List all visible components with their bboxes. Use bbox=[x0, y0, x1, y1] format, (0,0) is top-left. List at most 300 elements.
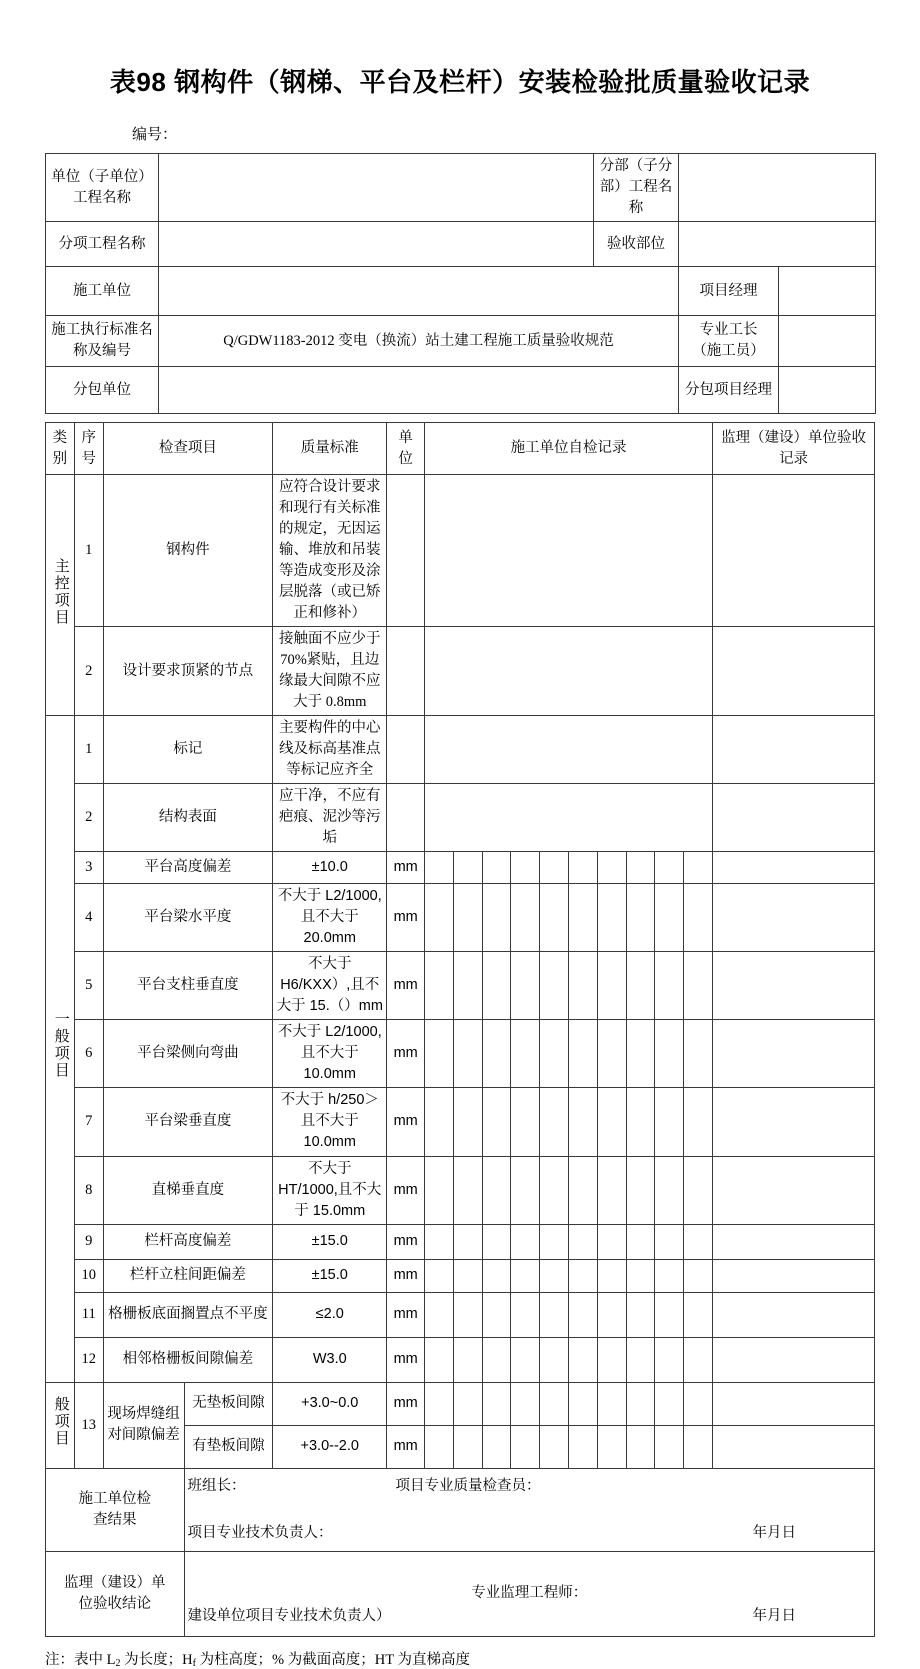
row-supervisor-check-value[interactable] bbox=[713, 1020, 875, 1088]
subcontract-manager-value[interactable] bbox=[779, 367, 876, 414]
row-inspect-item: 平台高度偏差 bbox=[103, 852, 273, 884]
self-check-cell[interactable] bbox=[684, 884, 713, 952]
self-check-cell[interactable] bbox=[655, 884, 684, 952]
self-check-cell[interactable] bbox=[684, 1382, 713, 1425]
self-check-cell[interactable] bbox=[597, 1156, 626, 1224]
row-quality-standard: 应干净，不应有疤痕、泥沙等污垢 bbox=[273, 784, 387, 852]
self-check-cell[interactable] bbox=[540, 1382, 569, 1425]
self-check-cell[interactable] bbox=[424, 1224, 453, 1259]
self-check-cell[interactable] bbox=[482, 1259, 511, 1292]
row-supervisor-check-value[interactable] bbox=[713, 1088, 875, 1156]
col-header-seq-l2: 号 bbox=[81, 450, 96, 467]
row-quality-standard: 不大于 HT/1000,且不大于 15.0mm bbox=[273, 1156, 387, 1224]
row-unit: mm bbox=[387, 1156, 425, 1224]
row-seq: 4 bbox=[74, 884, 103, 952]
construction-conclusion-row bbox=[46, 1468, 875, 1551]
table-row bbox=[46, 716, 875, 784]
row-quality-standard: ±15.0 bbox=[273, 1259, 387, 1292]
self-check-cell[interactable] bbox=[540, 1156, 569, 1224]
row-quality-standard: +3.0~0.0 bbox=[273, 1382, 387, 1425]
self-check-cell[interactable] bbox=[453, 1088, 482, 1156]
self-check-cell[interactable] bbox=[655, 1020, 684, 1088]
self-check-cell[interactable] bbox=[626, 1224, 655, 1259]
row-quality-standard: 不大于 L2/1000,且不大于 10.0mm bbox=[273, 1020, 387, 1088]
self-check-cell[interactable] bbox=[597, 1292, 626, 1337]
division-project-label bbox=[594, 154, 679, 222]
row-inspect-item: 平台梁水平度 bbox=[103, 884, 273, 952]
self-check-cell[interactable] bbox=[511, 952, 540, 1020]
division-project-label-line2: 部）工程名称 bbox=[599, 179, 673, 217]
table-row bbox=[46, 267, 876, 316]
self-check-cell[interactable] bbox=[424, 852, 453, 884]
self-check-cell[interactable] bbox=[482, 884, 511, 952]
row-unit: mm bbox=[387, 884, 425, 952]
row-inspect-item: 平台梁侧向弯曲 bbox=[103, 1020, 273, 1088]
self-check-cell[interactable] bbox=[626, 852, 655, 884]
col-header-unit-l2: 位 bbox=[398, 450, 413, 467]
self-check-cell[interactable] bbox=[569, 952, 598, 1020]
self-check-cell[interactable] bbox=[511, 1259, 540, 1292]
self-check-cell[interactable] bbox=[511, 1020, 540, 1088]
self-check-cell[interactable] bbox=[597, 852, 626, 884]
row-inspect-item: 标记 bbox=[103, 716, 273, 784]
row-supervisor-check-value[interactable] bbox=[713, 716, 875, 784]
row-quality-standard: ±15.0 bbox=[273, 1224, 387, 1259]
self-check-cell[interactable] bbox=[511, 1156, 540, 1224]
self-check-cell[interactable] bbox=[424, 1156, 453, 1224]
row-supervisor-check-value[interactable] bbox=[713, 952, 875, 1020]
footnote-mid-1: 为长度；H bbox=[120, 1651, 193, 1668]
self-check-cell[interactable] bbox=[424, 884, 453, 952]
self-check-cell[interactable] bbox=[684, 852, 713, 884]
supervisor-conclusion-content[interactable] bbox=[184, 1551, 874, 1636]
col-header-seq-l1: 序 bbox=[81, 429, 96, 446]
footnote-prefix: 注：表中 L bbox=[45, 1651, 116, 1668]
row-supervisor-check-value[interactable] bbox=[713, 1156, 875, 1224]
self-check-cell[interactable] bbox=[597, 1224, 626, 1259]
self-check-cell[interactable] bbox=[482, 852, 511, 884]
self-check-cell[interactable] bbox=[453, 1337, 482, 1382]
self-check-cell[interactable] bbox=[511, 1382, 540, 1425]
row-inspect-item: 栏杆立柱间距偏差 bbox=[103, 1259, 273, 1292]
row-quality-standard: ≤2.0 bbox=[273, 1292, 387, 1337]
self-check-cell[interactable] bbox=[626, 1088, 655, 1156]
row-quality-standard: 接触面不应少于 70%紧贴，且边缘最大间隙不应大于 0.8mm bbox=[273, 627, 387, 716]
row-supervisor-check-value[interactable] bbox=[713, 1425, 875, 1468]
team-leader-label: 班组长： bbox=[187, 1477, 246, 1494]
table-row bbox=[46, 316, 876, 367]
build-unit-tech-label: 建设单位项目专业技术负责人） bbox=[187, 1607, 391, 1624]
col-header-self-check: 施工单位自检记录 bbox=[424, 423, 712, 475]
self-check-cell[interactable] bbox=[597, 1259, 626, 1292]
self-check-cell[interactable] bbox=[655, 852, 684, 884]
construction-conclusion-label bbox=[46, 1468, 185, 1551]
self-check-cell[interactable] bbox=[453, 1292, 482, 1337]
self-check-cell[interactable] bbox=[569, 1088, 598, 1156]
self-check-cell[interactable] bbox=[482, 1292, 511, 1337]
row-inspect-item: 钢构件 bbox=[103, 475, 273, 627]
row-seq: 11 bbox=[74, 1292, 103, 1337]
self-check-cell[interactable] bbox=[453, 1382, 482, 1425]
table-row bbox=[46, 784, 875, 852]
subcontractor-value[interactable] bbox=[159, 367, 679, 414]
self-check-cell[interactable] bbox=[453, 1156, 482, 1224]
self-check-cell[interactable] bbox=[655, 1382, 684, 1425]
table-row bbox=[46, 475, 875, 627]
self-check-cell[interactable] bbox=[482, 1337, 511, 1382]
foreman-label-line2: （施工员） bbox=[692, 343, 765, 360]
foreman-label-line1: 专业工长 bbox=[699, 322, 758, 339]
self-check-cell[interactable] bbox=[597, 884, 626, 952]
self-check-cell[interactable] bbox=[424, 1088, 453, 1156]
self-check-cell[interactable] bbox=[540, 1088, 569, 1156]
row-supervisor-check-value[interactable] bbox=[713, 884, 875, 952]
row-seq: 3 bbox=[74, 852, 103, 884]
row-seq: 5 bbox=[74, 952, 103, 1020]
row-unit bbox=[387, 627, 425, 716]
category-general-continued-label: 般项目 bbox=[52, 1396, 69, 1448]
row-quality-standard: W3.0 bbox=[273, 1337, 387, 1382]
unit-project-label bbox=[46, 154, 159, 222]
supervisor-conclusion-row bbox=[46, 1551, 875, 1636]
category-main-control bbox=[46, 475, 75, 716]
row-seq: 13 bbox=[74, 1382, 103, 1468]
row-unit: mm bbox=[387, 1382, 425, 1425]
row-unit: mm bbox=[387, 1088, 425, 1156]
subcontract-manager-label: 分包项目经理 bbox=[679, 367, 779, 414]
self-check-cell[interactable] bbox=[540, 1337, 569, 1382]
self-check-cell[interactable] bbox=[424, 1337, 453, 1382]
self-check-cell[interactable] bbox=[540, 1292, 569, 1337]
self-check-cell[interactable] bbox=[540, 1020, 569, 1088]
standard-name-value[interactable]: Q/GDW1183-2012 变电（换流）站土建工程施工质量验收规范 bbox=[159, 316, 679, 367]
row-unit: mm bbox=[387, 852, 425, 884]
row-supervisor-check-value[interactable] bbox=[713, 1259, 875, 1292]
supervisor-conclusion-label-l1: 监理（建设）单 bbox=[64, 1574, 166, 1591]
self-check-cell[interactable] bbox=[482, 1156, 511, 1224]
row-inspect-item: 平台梁垂直度 bbox=[103, 1088, 273, 1156]
table-row bbox=[46, 627, 875, 716]
self-check-cell[interactable] bbox=[424, 1292, 453, 1337]
row-self-check-value[interactable] bbox=[424, 716, 712, 784]
inspection-table bbox=[45, 422, 875, 1637]
self-check-cell[interactable] bbox=[453, 1425, 482, 1468]
self-check-cell[interactable] bbox=[569, 1259, 598, 1292]
project-manager-label: 项目经理 bbox=[679, 267, 779, 316]
row-self-check-value[interactable] bbox=[424, 784, 712, 852]
row-supervisor-check-value[interactable] bbox=[713, 627, 875, 716]
row-supervisor-check-value[interactable] bbox=[713, 852, 875, 884]
self-check-cell[interactable] bbox=[655, 1088, 684, 1156]
row-seq: 6 bbox=[74, 1020, 103, 1088]
foreman-value[interactable] bbox=[779, 316, 876, 367]
self-check-cell[interactable] bbox=[569, 1425, 598, 1468]
self-check-cell[interactable] bbox=[655, 1292, 684, 1337]
self-check-cell[interactable] bbox=[626, 1156, 655, 1224]
row-seq: 9 bbox=[74, 1224, 103, 1259]
footnote-sub-1: 2 bbox=[115, 1657, 121, 1669]
col-header-quality-standard: 质量标准 bbox=[273, 423, 387, 475]
row-sub-item: 有垫板间隙 bbox=[184, 1425, 273, 1468]
row-supervisor-check-value[interactable] bbox=[713, 784, 875, 852]
self-check-cell[interactable] bbox=[424, 1425, 453, 1468]
self-check-cell[interactable] bbox=[569, 1224, 598, 1259]
self-check-cell[interactable] bbox=[540, 952, 569, 1020]
row-inspect-item: 设计要求顶紧的节点 bbox=[103, 627, 273, 716]
self-check-cell[interactable] bbox=[569, 1020, 598, 1088]
col-header-category-l1: 类 bbox=[52, 429, 68, 446]
category-general-continued bbox=[46, 1382, 75, 1468]
self-check-cell[interactable] bbox=[655, 952, 684, 1020]
inspection-table-wrapper bbox=[45, 414, 875, 1637]
construction-unit-label: 施工单位 bbox=[46, 267, 159, 316]
self-check-cell[interactable] bbox=[453, 884, 482, 952]
self-check-cell[interactable] bbox=[453, 952, 482, 1020]
row-unit bbox=[387, 475, 425, 627]
col-header-supervisor-check: 监理（建设）单位验收记录 bbox=[713, 423, 875, 475]
self-check-cell[interactable] bbox=[511, 1088, 540, 1156]
self-check-cell[interactable] bbox=[482, 1020, 511, 1088]
page-title: 表98 钢构件（钢梯、平台及栏杆）安装检验批质量验收记录 bbox=[109, 67, 811, 97]
row-inspect-item: 栏杆高度偏差 bbox=[103, 1224, 273, 1259]
self-check-cell[interactable] bbox=[684, 1337, 713, 1382]
row-seq: 7 bbox=[74, 1088, 103, 1156]
self-check-cell[interactable] bbox=[482, 1224, 511, 1259]
row-unit: mm bbox=[387, 952, 425, 1020]
construction-signature-line-2 bbox=[188, 1497, 871, 1544]
self-check-cell[interactable] bbox=[424, 952, 453, 1020]
construction-conclusion-label-l2: 查结果 bbox=[93, 1511, 137, 1528]
supervisor-conclusion-label-l2: 位验收结论 bbox=[78, 1595, 151, 1612]
project-manager-value[interactable] bbox=[779, 267, 876, 316]
table-row bbox=[46, 222, 876, 267]
supervisor-engineer-label: 专业监理工程师： bbox=[471, 1584, 588, 1601]
self-check-cell[interactable] bbox=[540, 852, 569, 884]
row-supervisor-check-value[interactable] bbox=[713, 1292, 875, 1337]
row-quality-standard: 不大于 L2/1000,且不大于 20.0mm bbox=[273, 884, 387, 952]
row-seq: 1 bbox=[74, 475, 103, 627]
subitem-project-value[interactable] bbox=[159, 222, 594, 267]
quality-inspector-label: 项目专业质量检查员： bbox=[395, 1477, 541, 1494]
self-check-cell[interactable] bbox=[511, 1337, 540, 1382]
row-self-check-value[interactable] bbox=[424, 627, 712, 716]
acceptance-part-value[interactable] bbox=[679, 222, 876, 267]
self-check-cell[interactable] bbox=[540, 1259, 569, 1292]
self-check-cell[interactable] bbox=[597, 1088, 626, 1156]
self-check-cell[interactable] bbox=[569, 884, 598, 952]
self-check-cell[interactable] bbox=[482, 1382, 511, 1425]
self-check-cell[interactable] bbox=[424, 1259, 453, 1292]
table-header-row bbox=[46, 423, 875, 475]
tech-manager-label: 项目专业技术负责人： bbox=[187, 1524, 333, 1541]
self-check-cell[interactable] bbox=[626, 1292, 655, 1337]
table-row bbox=[46, 1259, 875, 1292]
table-row bbox=[46, 1020, 875, 1088]
construction-date-label: 年月日 bbox=[752, 1524, 796, 1541]
col-header-inspect-item: 检查项目 bbox=[103, 423, 273, 475]
division-project-label-line1: 分部（子分 bbox=[599, 158, 673, 174]
table-row bbox=[46, 1224, 875, 1259]
self-check-cell[interactable] bbox=[569, 1292, 598, 1337]
footnote bbox=[45, 1637, 875, 1669]
row-quality-standard: ±10.0 bbox=[273, 852, 387, 884]
row-quality-standard: 不大于 H6/KXX）,且不大于 15.（）mm bbox=[273, 952, 387, 1020]
self-check-cell[interactable] bbox=[684, 1292, 713, 1337]
self-check-cell[interactable] bbox=[626, 1425, 655, 1468]
header-info-table bbox=[45, 153, 876, 414]
row-inspect-item: 格栅板底面搁置点不平度 bbox=[103, 1292, 273, 1337]
row-unit: mm bbox=[387, 1020, 425, 1088]
standard-name-label-line2: 称及编号 bbox=[73, 343, 131, 360]
row-seq: 2 bbox=[74, 627, 103, 716]
row-supervisor-check-value[interactable] bbox=[713, 1224, 875, 1259]
self-check-cell[interactable] bbox=[511, 1425, 540, 1468]
self-check-cell[interactable] bbox=[684, 1224, 713, 1259]
construction-unit-value[interactable] bbox=[159, 267, 679, 316]
unit-project-label-line1: 单位（子单位） bbox=[51, 168, 153, 185]
row-supervisor-check-value[interactable] bbox=[713, 475, 875, 627]
supervisor-date-label: 年月日 bbox=[752, 1607, 796, 1624]
self-check-cell[interactable] bbox=[626, 884, 655, 952]
self-check-cell[interactable] bbox=[540, 1425, 569, 1468]
header-info-table-wrapper bbox=[45, 144, 875, 414]
row-unit bbox=[387, 716, 425, 784]
self-check-cell[interactable] bbox=[453, 1020, 482, 1088]
row-quality-standard: 不大于 h/250＞且不大于 10.0mm bbox=[273, 1088, 387, 1156]
table-row bbox=[46, 1292, 875, 1337]
standard-name-label bbox=[46, 316, 159, 367]
self-check-cell[interactable] bbox=[482, 1088, 511, 1156]
self-check-cell[interactable] bbox=[597, 1425, 626, 1468]
construction-conclusion-content[interactable] bbox=[184, 1468, 874, 1551]
self-check-cell[interactable] bbox=[655, 1156, 684, 1224]
self-check-cell[interactable] bbox=[626, 1020, 655, 1088]
self-check-cell[interactable] bbox=[597, 1337, 626, 1382]
subcontractor-label: 分包单位 bbox=[46, 367, 159, 414]
self-check-cell[interactable] bbox=[569, 1156, 598, 1224]
unit-project-value[interactable] bbox=[159, 154, 594, 222]
self-check-cell[interactable] bbox=[453, 852, 482, 884]
self-check-cell[interactable] bbox=[626, 1382, 655, 1425]
row-supervisor-check-value[interactable] bbox=[713, 1337, 875, 1382]
row-inspect-item: 现场焊缝组对间隙偏差 bbox=[103, 1382, 184, 1468]
row-unit: mm bbox=[387, 1292, 425, 1337]
row-seq: 12 bbox=[74, 1337, 103, 1382]
self-check-cell[interactable] bbox=[453, 1224, 482, 1259]
row-seq: 10 bbox=[74, 1259, 103, 1292]
self-check-cell[interactable] bbox=[655, 1224, 684, 1259]
foreman-label bbox=[679, 316, 779, 367]
self-check-cell[interactable] bbox=[684, 1259, 713, 1292]
row-unit: mm bbox=[387, 1337, 425, 1382]
self-check-cell[interactable] bbox=[684, 1088, 713, 1156]
row-seq: 1 bbox=[74, 716, 103, 784]
build-unit-tech-line bbox=[188, 1604, 871, 1627]
col-header-seq bbox=[74, 423, 103, 475]
table-row bbox=[46, 367, 876, 414]
self-check-cell[interactable] bbox=[655, 1259, 684, 1292]
row-quality-standard: +3.0--2.0 bbox=[273, 1425, 387, 1468]
row-inspect-item: 结构表面 bbox=[103, 784, 273, 852]
self-check-cell[interactable] bbox=[655, 1425, 684, 1468]
self-check-cell[interactable] bbox=[453, 1259, 482, 1292]
subitem-project-label: 分项工程名称 bbox=[46, 222, 159, 267]
construction-conclusion-label-l1: 施工单位检 bbox=[78, 1490, 151, 1507]
self-check-cell[interactable] bbox=[684, 1156, 713, 1224]
self-check-cell[interactable] bbox=[597, 952, 626, 1020]
table-row bbox=[46, 852, 875, 884]
table-row bbox=[46, 1156, 875, 1224]
row-supervisor-check-value[interactable] bbox=[713, 1382, 875, 1425]
row-inspect-item: 平台支柱垂直度 bbox=[103, 952, 273, 1020]
self-check-cell[interactable] bbox=[597, 1020, 626, 1088]
row-self-check-value[interactable] bbox=[424, 475, 712, 627]
self-check-cell[interactable] bbox=[424, 1382, 453, 1425]
self-check-cell[interactable] bbox=[511, 884, 540, 952]
table-row bbox=[46, 884, 875, 952]
self-check-cell[interactable] bbox=[540, 1224, 569, 1259]
self-check-cell[interactable] bbox=[684, 952, 713, 1020]
self-check-cell[interactable] bbox=[626, 952, 655, 1020]
self-check-cell[interactable] bbox=[626, 1337, 655, 1382]
self-check-cell[interactable] bbox=[684, 1425, 713, 1468]
self-check-cell[interactable] bbox=[569, 1337, 598, 1382]
category-general-label: 一般项目 bbox=[52, 1011, 69, 1080]
row-seq: 8 bbox=[74, 1156, 103, 1224]
self-check-cell[interactable] bbox=[569, 852, 598, 884]
standard-name-label-line1: 施工执行标准名 bbox=[51, 322, 153, 339]
row-inspect-item: 直梯垂直度 bbox=[103, 1156, 273, 1224]
col-header-category bbox=[46, 423, 75, 475]
self-check-cell[interactable] bbox=[511, 1292, 540, 1337]
form-code-label: 编号： bbox=[132, 126, 178, 143]
footnote-sub-2: f bbox=[192, 1657, 196, 1669]
row-unit bbox=[387, 784, 425, 852]
footnote-mid-2: 为柱高度；% 为截面高度；HT 为直梯高度 bbox=[195, 1651, 470, 1668]
self-check-cell[interactable] bbox=[684, 1020, 713, 1088]
row-quality-standard: 应符合设计要求和现行有关标准的规定，无因运输、堆放和吊装等造成变形及涂层脱落（或已矫正和修补） bbox=[273, 475, 387, 627]
row-quality-standard: 主要构件的中心线及标高基准点等标记应齐全 bbox=[273, 716, 387, 784]
acceptance-part-label: 验收部位 bbox=[594, 222, 679, 267]
supervisor-conclusion-label bbox=[46, 1551, 185, 1636]
table-row bbox=[46, 1382, 875, 1425]
table-row bbox=[46, 952, 875, 1020]
self-check-cell[interactable] bbox=[569, 1382, 598, 1425]
division-project-value[interactable] bbox=[679, 154, 876, 222]
row-seq: 2 bbox=[74, 784, 103, 852]
self-check-cell[interactable] bbox=[540, 884, 569, 952]
table-row bbox=[46, 1337, 875, 1382]
self-check-cell[interactable] bbox=[482, 1425, 511, 1468]
row-unit: mm bbox=[387, 1425, 425, 1468]
self-check-cell[interactable] bbox=[424, 1020, 453, 1088]
self-check-cell[interactable] bbox=[597, 1382, 626, 1425]
col-header-unit bbox=[387, 423, 425, 475]
supervisor-engineer-line bbox=[188, 1561, 871, 1604]
self-check-cell[interactable] bbox=[655, 1337, 684, 1382]
table-row bbox=[46, 1088, 875, 1156]
self-check-cell[interactable] bbox=[511, 852, 540, 884]
self-check-cell[interactable] bbox=[511, 1224, 540, 1259]
row-unit: mm bbox=[387, 1224, 425, 1259]
unit-project-label-line2: 工程名称 bbox=[73, 189, 131, 206]
row-unit: mm bbox=[387, 1259, 425, 1292]
row-sub-item: 无垫板间隙 bbox=[184, 1382, 273, 1425]
self-check-cell[interactable] bbox=[482, 952, 511, 1020]
col-header-unit-l1: 单 bbox=[398, 429, 413, 446]
self-check-cell[interactable] bbox=[626, 1259, 655, 1292]
category-general bbox=[46, 716, 75, 1382]
